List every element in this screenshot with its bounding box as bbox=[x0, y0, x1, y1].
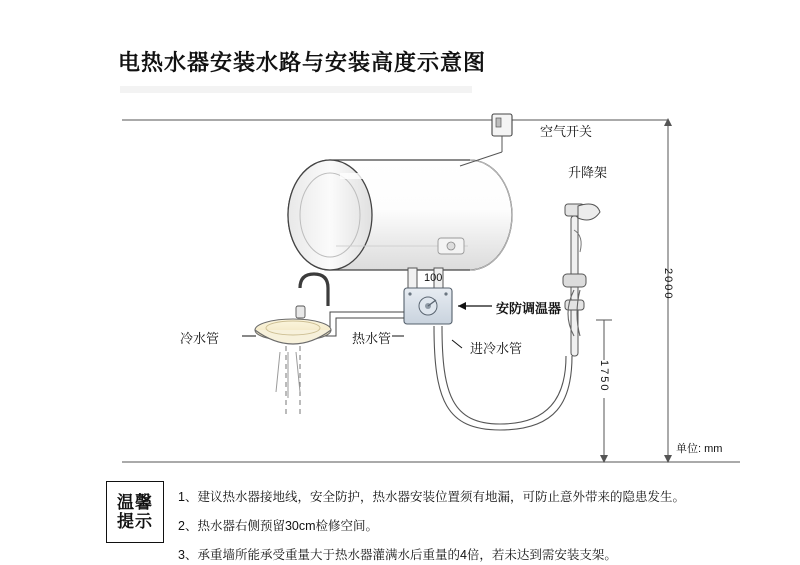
tip-item-2: 2、热水器右侧预留30cm检修空间。 bbox=[178, 519, 379, 533]
label-lift-bracket: 升降架 bbox=[568, 165, 608, 180]
wash-basin bbox=[255, 274, 331, 418]
air-switch-breaker bbox=[460, 114, 512, 166]
label-unit-note: 单位: mm bbox=[676, 443, 723, 455]
water-heater-tank bbox=[288, 160, 512, 270]
tip-item-1: 1、建议热水器接地线，安全防护，热水器安装位置须有地漏，可防止意外带来的隐患发生。 bbox=[178, 490, 685, 504]
label-valve-value: 100 bbox=[424, 272, 443, 284]
label-hot-water-pipe: 热水管 bbox=[352, 331, 392, 346]
label-cold-water-inlet: 进冷水管 bbox=[470, 341, 523, 356]
shower-lift-bracket bbox=[563, 204, 600, 356]
thermostat-leader-arrow bbox=[458, 302, 492, 310]
label-cold-water-pipe: 冷水管 bbox=[180, 331, 220, 346]
safety-thermostat-box bbox=[404, 288, 452, 324]
dimension-1750-value: 1750 bbox=[598, 360, 610, 393]
tip-badge-line2: 提示 bbox=[117, 512, 153, 531]
tip-badge-line1: 温馨 bbox=[117, 492, 153, 512]
label-air-switch: 空气开关 bbox=[540, 124, 593, 139]
page-title: 电热水器安装水路与安装高度示意图 bbox=[118, 50, 487, 75]
tip-item-3: 3、承重墙所能承受重量大于热水器灌满水后重量的4倍，若未达到需安装支架。 bbox=[178, 548, 617, 562]
tips-list bbox=[178, 487, 738, 565]
label-thermostat: 安防调温器 bbox=[496, 301, 562, 316]
dimension-2000-value: 2000 bbox=[662, 268, 674, 301]
tip-badge bbox=[106, 481, 164, 543]
